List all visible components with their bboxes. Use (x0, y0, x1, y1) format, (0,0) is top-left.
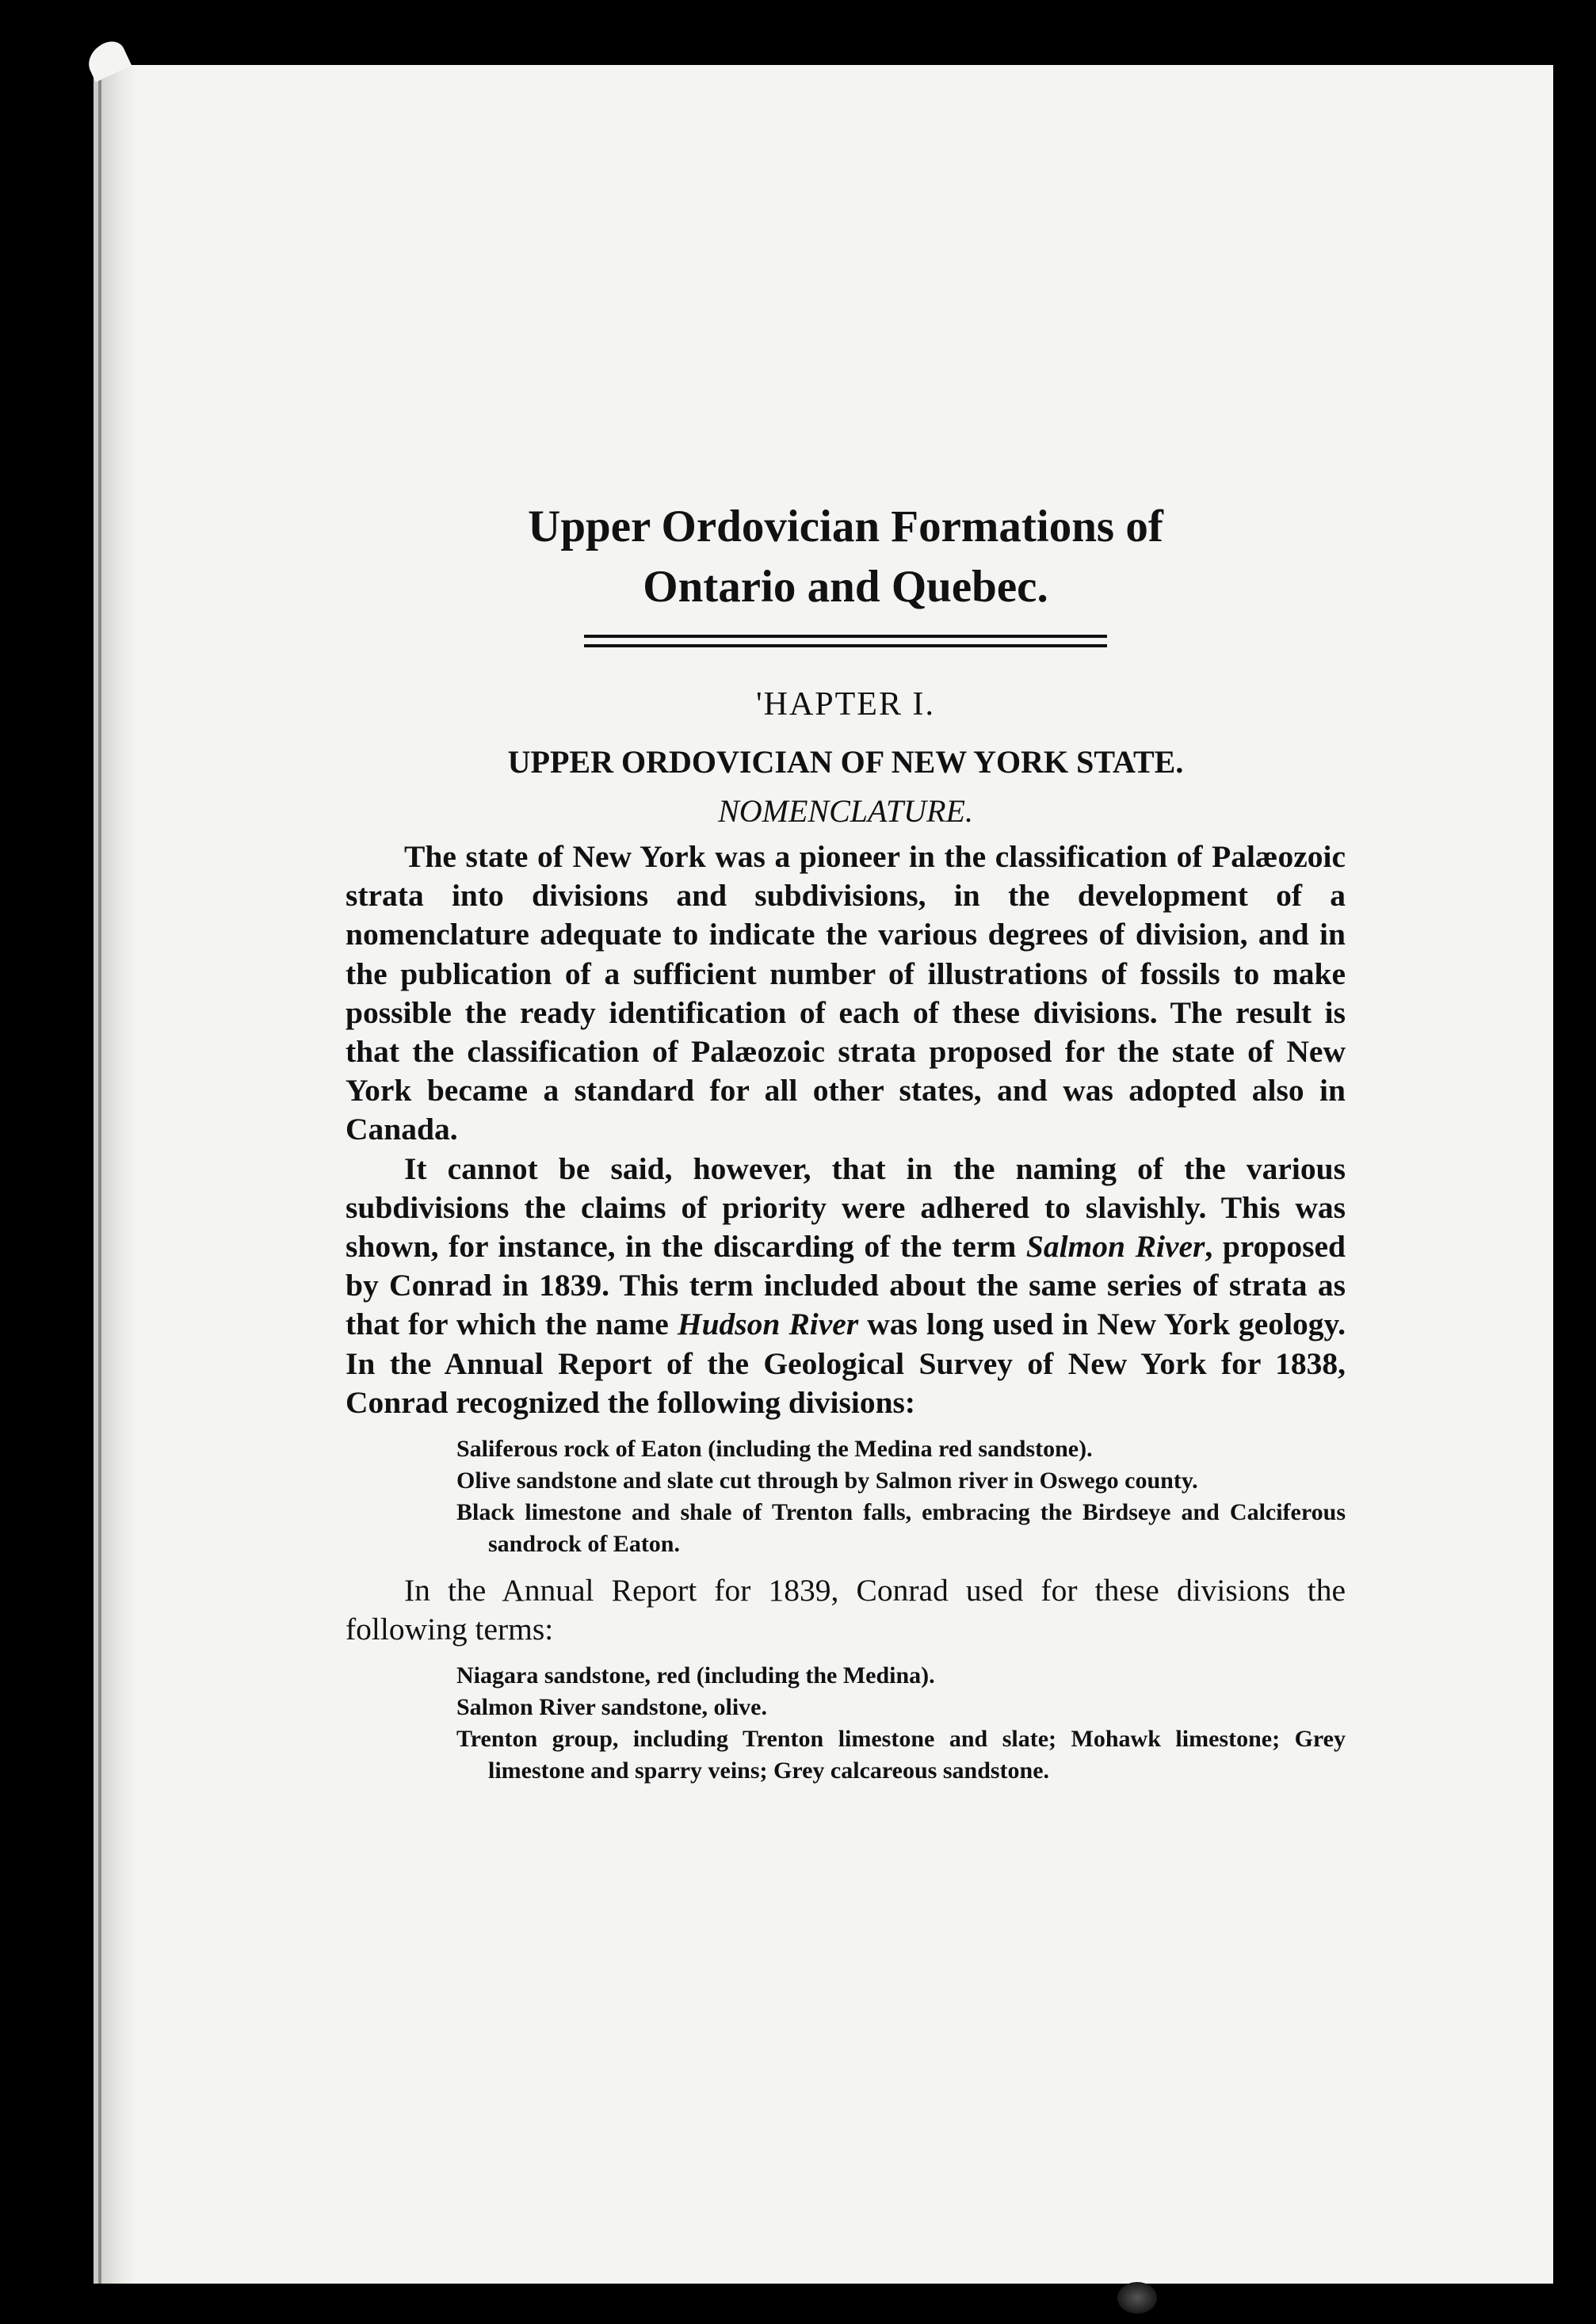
chapter-heading: 'HAPTER I. (756, 686, 935, 723)
divisions-list-1838 (346, 1433, 1346, 1560)
paragraph-2-text-a: It cannot be said, however, that in the naming of the various subdivisions the claims of priority were adhered to slavishly. This was shown, for instance, in the discarding of the term (346, 1151, 1346, 1265)
list-item: Black limestone and shale of Trenton falls, embracing the Birdseye and Calciferous sandrock of Eaton. (456, 1499, 1346, 1558)
paragraph-2-text-b: , proposed by Conrad in 1839. This term included about the same series of strata as that for which the name (346, 1229, 1346, 1342)
list-item: Salmon River sandstone, olive. (456, 1694, 767, 1721)
list-item: Niagara sandstone, red (including the Medina). (456, 1662, 935, 1689)
term-salmon-river: Salmon River (1025, 1229, 1205, 1265)
section-heading: UPPER ORDOVICIAN OF NEW YORK STATE. (507, 744, 1184, 780)
page-content (346, 497, 1346, 1798)
paragraph-3: In the Annual Report for 1839, Conrad used for these divisions the following terms: (346, 1573, 1346, 1647)
subsection-heading: NOMENCLATURE. (718, 793, 973, 829)
scanned-page (94, 65, 1553, 2284)
title-double-rule (584, 635, 1107, 647)
list-item: Olive sandstone and slate cut through by Salmon river in Oswego county. (456, 1467, 1198, 1494)
page-title (346, 497, 1346, 617)
page-gutter-line (98, 65, 101, 2284)
title-line-1: Upper Ordovician Formations of (528, 502, 1163, 551)
scan-smudge (1117, 2282, 1157, 2314)
list-item: Trenton group, including Trenton limestone and slate; Mohawk limestone; Grey limestone and sparry veins; Grey calcareous sandstone. (456, 1726, 1346, 1784)
divisions-list-1839 (346, 1660, 1346, 1787)
paragraph-2-text-c: was long used in New York geology. In the Annual Report of the Geological Survey of New York for 1838, Conrad recognized the following divisions: (346, 1307, 1346, 1420)
paragraph-2 (346, 1150, 1346, 1422)
paragraph-1: The state of New York was a pioneer in the classification of Palæozoic strata into divisions and subdivisions, in the development of a nomenclature adequate to indicate the various degrees of division, and in the publication of a sufficient number of illustrations of fossils to make possible the ready identification of each of these divisions. The result is that the classification of Palæozoic strata proposed for the state of New York became a standard for all other states, and was adopted also in Canada. (346, 839, 1346, 1147)
list-item: Saliferous rock of Eaton (including the Medina red sandstone). (456, 1436, 1093, 1463)
title-line-2: Ontario and Quebec. (643, 562, 1048, 612)
term-hudson-river: Hudson River (677, 1307, 859, 1342)
